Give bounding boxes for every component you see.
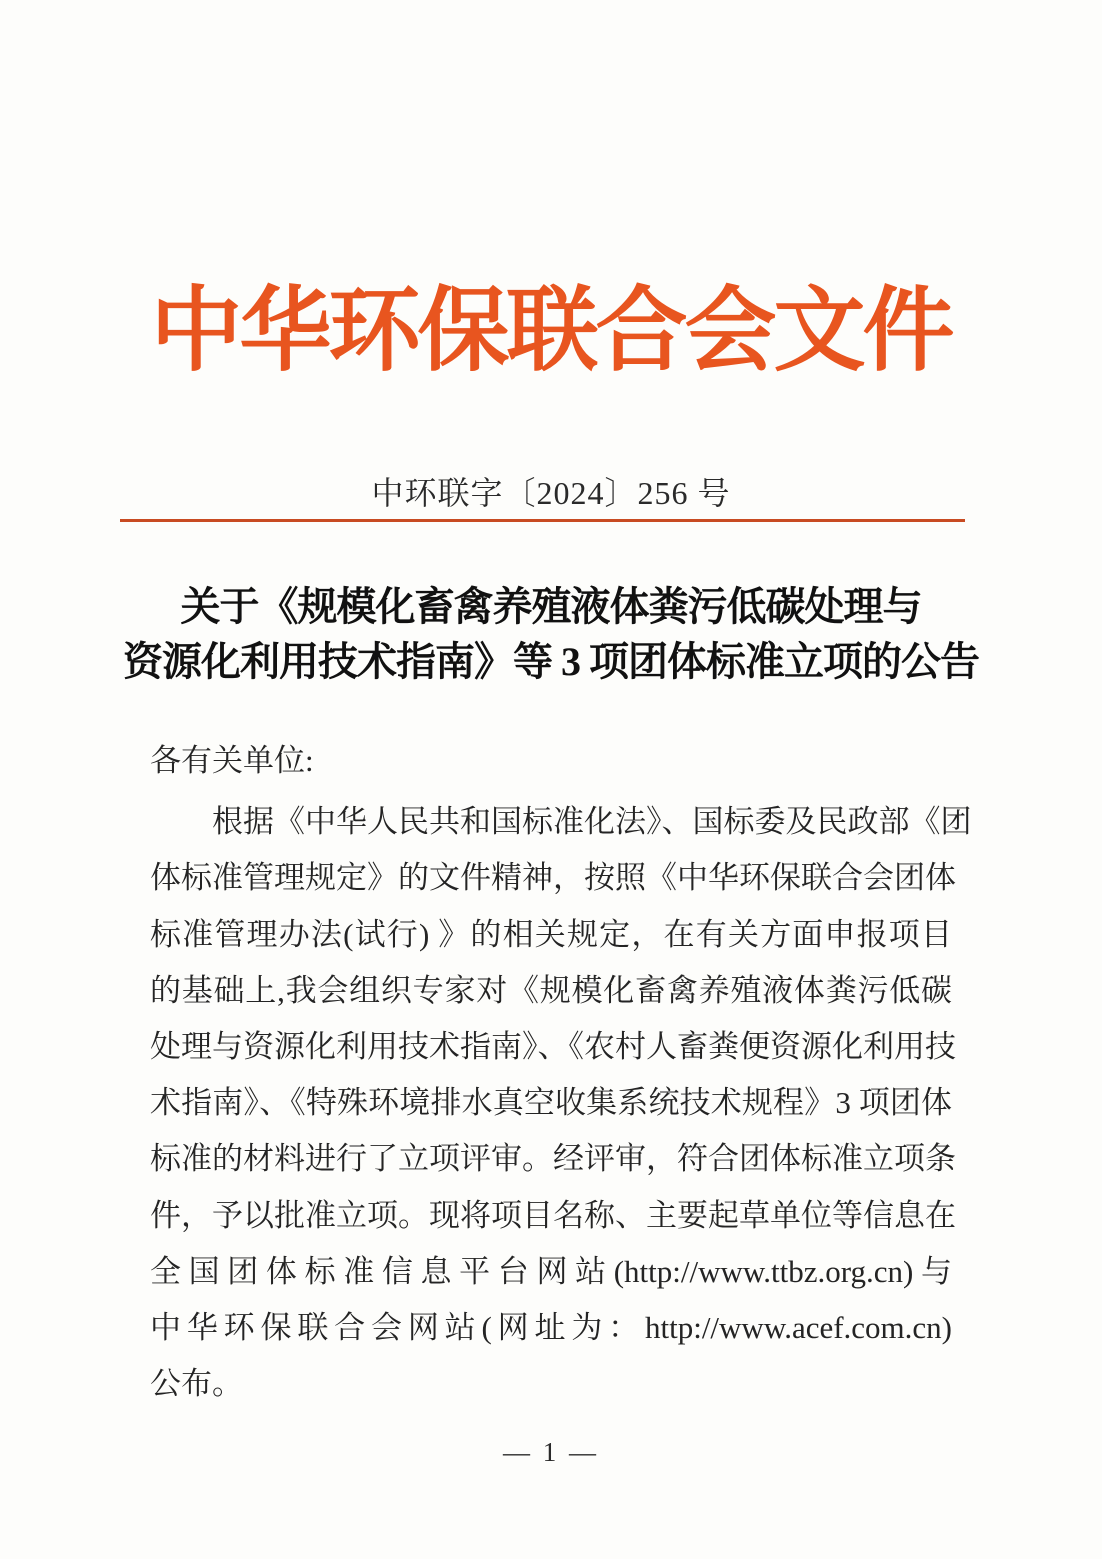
body-line: 中华环保联合会网站(网址为：http://www.acef.com.cn) [150,1310,952,1346]
body-line: 标准的材料进行了立项评审。经评审，符合团体标准立项条 [150,1141,956,1177]
announcement-title-line1: 关于《规模化畜禽养殖液体粪污低碳处理与 [180,584,922,629]
body-line: 公布。 [150,1366,243,1402]
body-line: 根据《中华人民共和国标准化法》、国标委及民政部《团 [212,804,972,840]
body-line: 术指南》、《特殊环境排水真空收集系统技术规程》3 项团体 [150,1085,952,1121]
letterhead-org-title: 中华环保联合会文件 [150,280,952,382]
body-line: 处理与资源化利用技术指南》、《农村人畜粪便资源化利用技 [150,1029,956,1065]
letterhead-rule [120,519,965,522]
body-text [150,733,972,1412]
salutation: 各有关单位: [150,743,314,778]
doc-reference-number: 中环联字〔2024〕256 号 [371,475,731,511]
body-line: 件，予以批准立项。现将项目名称、主要起草单位等信息在 [150,1197,956,1233]
body-line: 全国团体标准信息平台网站(http://www.ttbz.org.cn)与 [150,1253,952,1289]
body-line: 体标准管理规定》的文件精神，按照《中华环保联合会团体 [150,860,956,896]
announcement-title-line2: 资源化利用技术指南》等 3 项团体标准立项的公告 [123,639,979,684]
body-line: 标准管理办法(试行) 》的相关规定，在有关方面申报项目 [150,916,952,952]
body-line: 的基础上,我会组织专家对《规模化畜禽养殖液体粪污低碳 [150,972,952,1008]
page-number: — 1 — [503,1437,599,1467]
announcement-title [0,579,1102,689]
